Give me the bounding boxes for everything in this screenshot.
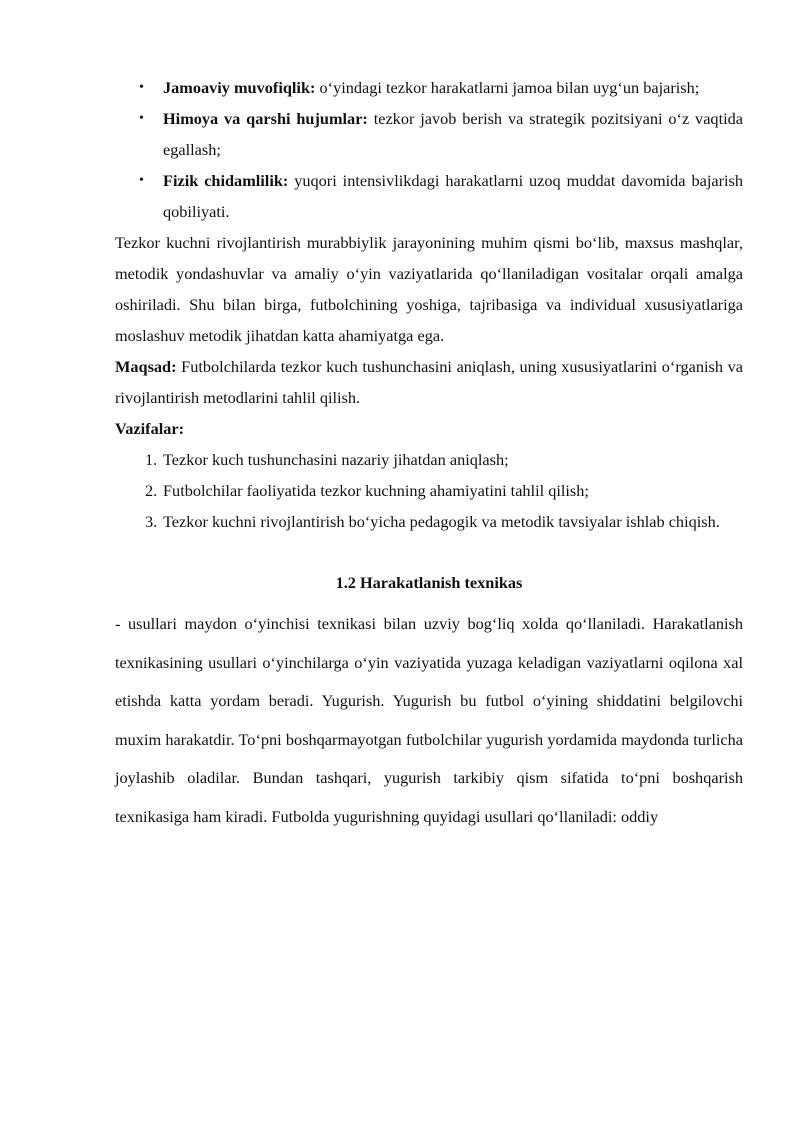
bullet-term: Himoya va qarshi hujumlar: bbox=[163, 109, 368, 128]
bullet-icon: • bbox=[139, 80, 144, 95]
numbered-list bbox=[115, 444, 743, 537]
bullet-term: Jamoaviy muvofiqlik: bbox=[163, 78, 316, 97]
bullet-text: o‘yindagi tezkor harakatlarni jamoa bilan uyg‘un bajarish; bbox=[315, 78, 700, 97]
intro-paragraph: Tezkor kuchni rivojlantirish murabbiylik jarayonining muhim qismi bo‘lib, maxsus mashqlar, metodik yondashuvlar va amaliy o‘yin vaziyatlarida qo‘llaniladigan vositalar orqali amalga oshiriladi. Shu bilan birga, futbolchining yoshiga, tajribasiga va individual xususiyatlariga moslashuv metodik jihatdan katta ahamiyatga ega. bbox=[115, 233, 743, 345]
section-heading: 1.2 Harakatlanish texnikas bbox=[335, 573, 523, 592]
bullet-text: yuqori intensivlikdagi harakatlarni uzoq muddat davomida bajarish qobiliyati. bbox=[163, 171, 743, 221]
item-text: Futbolchilar faoliyatida tezkor kuchning ahamiyatini tahlil qilish; bbox=[163, 481, 589, 500]
bullet-text: tezkor javob berish va strategik pozitsiyani o‘z vaqtida egallash; bbox=[163, 109, 743, 159]
vazifalar-heading bbox=[115, 413, 743, 444]
item-number: 2. bbox=[145, 481, 158, 500]
item-number: 3. bbox=[145, 512, 158, 531]
list-item bbox=[115, 444, 743, 475]
list-item bbox=[115, 103, 743, 165]
item-text: Tezkor kuch tushunchasini nazariy jihatdan aniqlash; bbox=[163, 450, 509, 469]
vazifalar-label: Vazifalar: bbox=[115, 419, 185, 438]
maqsad-paragraph bbox=[115, 351, 743, 413]
list-item bbox=[115, 72, 743, 103]
list-item bbox=[115, 475, 743, 506]
item-number: 1. bbox=[145, 450, 158, 469]
maqsad-text: Futbolchilarda tezkor kuch tushunchasini aniqlash, uning xususiyatlarini o‘rganish va rivojlantirish metodlarini tahlil qilish. bbox=[115, 357, 743, 407]
list-item bbox=[115, 165, 743, 227]
bullet-icon: • bbox=[139, 111, 144, 126]
item-text: Tezkor kuchni rivojlantirish bo‘yicha pedagogik va metodik tavsiyalar ishlab chiqish. bbox=[163, 512, 720, 531]
bullet-list bbox=[115, 72, 743, 227]
list-item bbox=[115, 506, 743, 537]
maqsad-label: Maqsad: bbox=[115, 357, 177, 376]
document-page bbox=[115, 72, 743, 837]
section-body: - usullari maydon o‘yinchisi texnikasi bilan uzviy bog‘liq xolda qo‘llaniladi. Harakatlanish texnikasining usullari o‘yinchilarga o‘yin vaziyatida yuzaga keladigan vaziyatlarni oqilona xal etishda katta yordam beradi. Yugurish. Yugurish bu futbol o‘yining shiddatini belgilovchi muxim harakatdir. To‘pni boshqarmayotgan futbolchilar yugurish yordamida maydonda turlicha joylashib oladilar. Bundan tashqari, yugurish tarkibiy qism sifatida to‘pni boshqarish texnikasiga ham kiradi. Futbolda yugurishning quyidagi usullari qo‘llaniladi: oddiy bbox=[115, 614, 743, 826]
bullet-icon: • bbox=[139, 173, 144, 188]
bullet-term: Fizik chidamlilik: bbox=[163, 171, 289, 190]
